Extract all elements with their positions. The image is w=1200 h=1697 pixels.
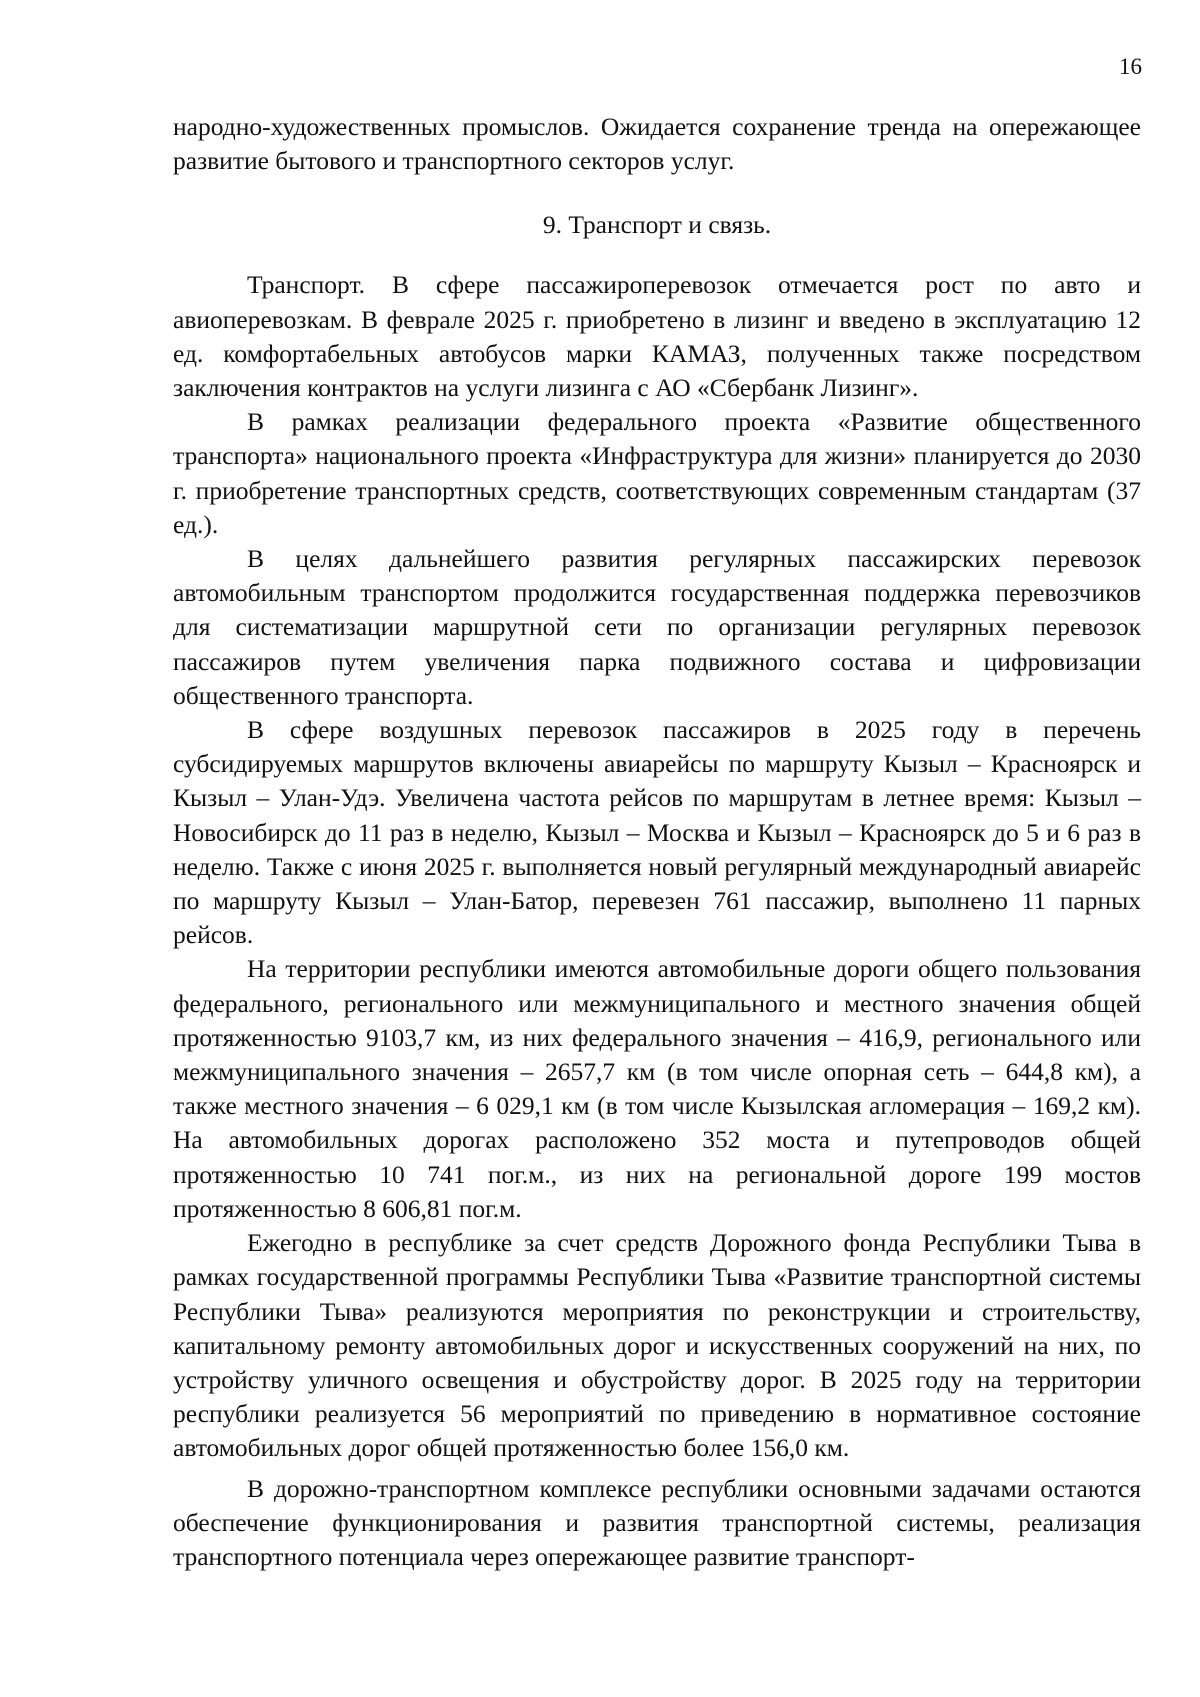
paragraph-roads: На территории республики имеются автомобильные дороги общего пользования федерального, регионального или межмуниципального и местного значения общей протяженностью 9103,7 км, из них федерального значения – 416,9, регионального или межмуниципального значения – 2657,7 км (в том числе опорная сеть – 644,8 км), а также местного значения – 6 029,1 км (в том числе Кызылская агломерация – 169,2 км). На автомобильных дорогах расположено 352 моста и путепроводов общей протяженностью 10 741 пог.м., из них на региональной дороге 199 мостов протяженностью 8 606,81 пог.м.: [173, 954, 1141, 1223]
section-heading: 9. Транспорт и связь.: [542, 210, 772, 240]
page-number: 16: [1119, 54, 1142, 79]
intro-paragraph: народно-художественных промыслов. Ожидается сохранение тренда на опережающее развитие бытового и транспортного секторов услуг.: [173, 112, 1141, 176]
paragraph-air-transport: В сфере воздушных перевозок пассажиров в 2025 году в перечень субсидируемых маршрутов включены авиарейсы по маршруту Кызыл – Красноярск и Кызыл – Улан-Удэ. Увеличена частота рейсов по маршрутам в летнее время: Кызыл – Новосибирск до 11 раз в неделю, Кызыл – Москва и Кызыл – Красноярск до 5 и 6 раз в неделю. Также с июня 2025 г. выполняется новый регулярный международный авиарейс по маршруту Кызыл – Улан-Батор, перевезен 761 пассажир, выполнено 11 парных рейсов.: [173, 715, 1141, 950]
paragraph-transport: Транспорт. В сфере пассажироперевозок отмечается рост по авто и авиоперевозкам. В феврале 2025 г. приобретено в лизинг и введено в эксплуатацию 12 ед. комфортабельных автобусов марки КАМАЗ, полученных также посредством заключения контрактов на услуги лизинга с АО «Сбербанк Лизинг».: [173, 270, 1141, 403]
paragraph-road-complex: В дорожно-транспортном комплексе республики основными задачами остаются обеспечение функционирования и развития транспортной системы, реализация транспортного потенциала через опережающее развитие транспорт-: [173, 1473, 1141, 1571]
document-body: [173, 110, 1141, 1574]
paragraph-road-fund: Ежегодно в республике за счет средств Дорожного фонда Республики Тыва в рамках государственной программы Республики Тыва «Развитие транспортной системы Республики Тыва» реализуются мероприятия по реконструкции и строительству, капитальному ремонту автомобильных дорог и искусственных сооружений на них, по устройству уличного освещения и обустройству дорог. В 2025 году на территории республики реализуется 56 мероприятий по приведению в нормативное состояние автомобильных дорог общей протяженностью более 156,0 км.: [173, 1228, 1141, 1463]
paragraph-federal-project: В рамках реализации федерального проекта «Развитие общественного транспорта» национального проекта «Инфраструктура для жизни» планируется до 2030 г. приобретение транспортных средств, соответствующих современным стандартам (37 ед.).: [173, 407, 1141, 539]
paragraph-bus-transport: В целях дальнейшего развития регулярных пассажирских перевозок автомобильным транспортом продолжится государственная поддержка перевозчиков для систематизации маршрутной сети по организации регулярных перевозок пассажиров путем увеличения парка подвижного состава и цифровизации общественного транспорта.: [173, 544, 1141, 710]
